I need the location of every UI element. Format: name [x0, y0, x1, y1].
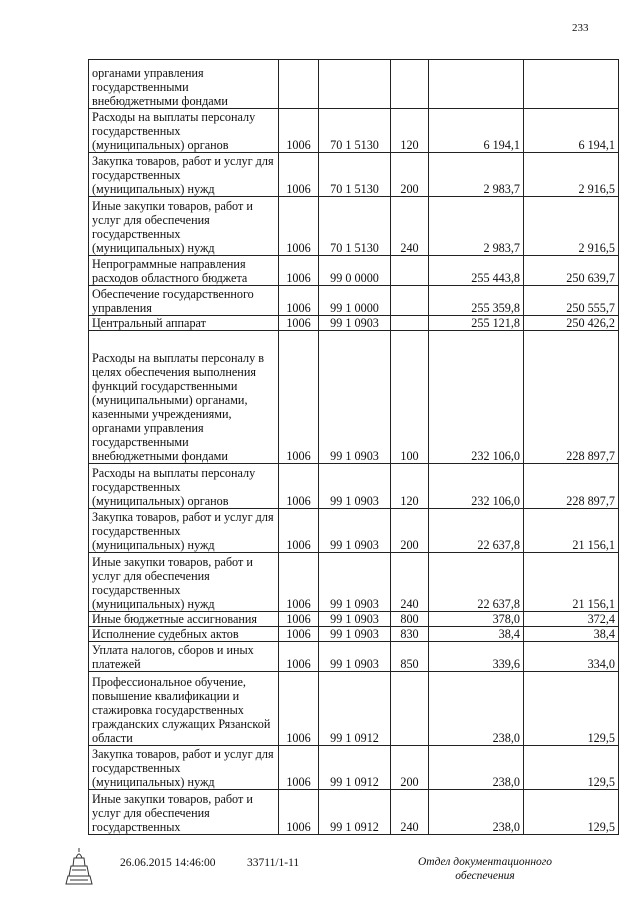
- row-amount-fact-cell: 228 897,7: [524, 464, 619, 509]
- row-section-cell: 1006: [279, 286, 319, 316]
- table-row: [89, 464, 619, 509]
- budget-table: [88, 59, 619, 835]
- row-name-cell: Закупка товаров, работ и услуг для государственных (муниципальных) нужд: [89, 746, 279, 790]
- row-name-cell: Обеспечение государственного управления: [89, 286, 279, 316]
- row-code-cell: 70 1 5130: [319, 153, 391, 197]
- row-name-cell: Закупка товаров, работ и услуг для государственных (муниципальных) нужд: [89, 153, 279, 197]
- row-section-cell: 1006: [279, 672, 319, 746]
- row-amount-fact-cell: 334,0: [524, 642, 619, 672]
- row-code-cell: 99 1 0000: [319, 286, 391, 316]
- row-code-cell: 99 1 0903: [319, 331, 391, 464]
- row-amount-fact-cell: 6 194,1: [524, 109, 619, 153]
- footer-doc-number: 33711/1-11: [247, 857, 300, 869]
- row-amount-plan-cell: 232 106,0: [429, 331, 524, 464]
- table-row: [89, 553, 619, 612]
- row-code-cell: 99 0 0000: [319, 256, 391, 286]
- row-amount-plan-cell: 22 637,8: [429, 553, 524, 612]
- row-amount-plan-cell: 38,4: [429, 627, 524, 642]
- row-section-cell: 1006: [279, 316, 319, 331]
- row-amount-fact-cell: 129,5: [524, 672, 619, 746]
- row-amount-fact-cell: 21 156,1: [524, 553, 619, 612]
- row-amount-plan-cell: [429, 60, 524, 109]
- row-amount-plan-cell: 238,0: [429, 746, 524, 790]
- row-code-cell: 99 1 0912: [319, 746, 391, 790]
- row-amount-fact-cell: 372,4: [524, 612, 619, 627]
- row-amount-plan-cell: 238,0: [429, 672, 524, 746]
- row-name-cell: органами управления государственными внебюджетными фондами: [89, 60, 279, 109]
- row-section-cell: 1006: [279, 153, 319, 197]
- row-section-cell: 1006: [279, 256, 319, 286]
- row-code-cell: 99 1 0903: [319, 316, 391, 331]
- row-name-cell: Иные закупки товаров, работ и услуг для обеспечения государственных: [89, 790, 279, 835]
- row-section-cell: 1006: [279, 642, 319, 672]
- row-code-cell: 99 1 0903: [319, 612, 391, 627]
- row-name-cell: Иные закупки товаров, работ и услуг для обеспечения государственных (муниципальных) нужд: [89, 197, 279, 256]
- row-kind-cell: 240: [391, 197, 429, 256]
- row-name-cell: Расходы на выплаты персоналу государственных (муниципальных) органов: [89, 464, 279, 509]
- row-code-cell: 70 1 5130: [319, 197, 391, 256]
- row-code-cell: 70 1 5130: [319, 109, 391, 153]
- page-number: 233: [572, 22, 589, 34]
- row-amount-fact-cell: 250 555,7: [524, 286, 619, 316]
- row-section-cell: 1006: [279, 109, 319, 153]
- footer-department: Отдел документационного обеспечения: [417, 856, 553, 882]
- row-amount-plan-cell: 232 106,0: [429, 464, 524, 509]
- row-kind-cell: [391, 256, 429, 286]
- row-name-cell: Расходы на выплаты персоналу государственных (муниципальных) органов: [89, 109, 279, 153]
- row-kind-cell: [391, 316, 429, 331]
- row-section-cell: 1006: [279, 612, 319, 627]
- row-name-cell: Центральный аппарат: [89, 316, 279, 331]
- row-kind-cell: 120: [391, 109, 429, 153]
- table-row: [89, 153, 619, 197]
- row-name-cell: Закупка товаров, работ и услуг для государственных (муниципальных) нужд: [89, 509, 279, 553]
- row-amount-plan-cell: 22 637,8: [429, 509, 524, 553]
- row-amount-fact-cell: 2 916,5: [524, 197, 619, 256]
- row-amount-plan-cell: 2 983,7: [429, 153, 524, 197]
- row-name-cell: Уплата налогов, сборов и иных платежей: [89, 642, 279, 672]
- row-kind-cell: 200: [391, 746, 429, 790]
- row-amount-fact-cell: 228 897,7: [524, 331, 619, 464]
- row-section-cell: 1006: [279, 746, 319, 790]
- row-kind-cell: 120: [391, 464, 429, 509]
- table-row: [89, 286, 619, 316]
- row-kind-cell: 200: [391, 153, 429, 197]
- row-code-cell: 99 1 0903: [319, 627, 391, 642]
- row-kind-cell: [391, 672, 429, 746]
- row-kind-cell: 800: [391, 612, 429, 627]
- row-code-cell: 99 1 0903: [319, 642, 391, 672]
- footer-datetime: 26.06.2015 14:46:00: [120, 857, 216, 869]
- row-section-cell: 1006: [279, 464, 319, 509]
- table-row: [89, 627, 619, 642]
- row-code-cell: 99 1 0912: [319, 790, 391, 835]
- table-row: [89, 509, 619, 553]
- row-name-cell: Исполнение судебных актов: [89, 627, 279, 642]
- row-code-cell: 99 1 0912: [319, 672, 391, 746]
- row-amount-plan-cell: 2 983,7: [429, 197, 524, 256]
- row-kind-cell: 200: [391, 509, 429, 553]
- row-kind-cell: [391, 60, 429, 109]
- table-row: [89, 60, 619, 109]
- row-name-cell: Профессиональное обучение, повышение квалификации и стажировка государственных гражданских служащих Рязанской области: [89, 672, 279, 746]
- table-row: [89, 642, 619, 672]
- table-row: [89, 790, 619, 835]
- table-row: [89, 197, 619, 256]
- row-code-cell: 99 1 0903: [319, 509, 391, 553]
- row-name-cell: Расходы на выплаты персоналу в целях обеспечения выполнения функций государственными (муниципальными) органами, казенными учреждениями, органами управления государственными внебюджетными фондами: [89, 331, 279, 464]
- row-code-cell: 99 1 0903: [319, 553, 391, 612]
- row-section-cell: 1006: [279, 331, 319, 464]
- row-section-cell: 1006: [279, 790, 319, 835]
- seal-logo-icon: [62, 846, 96, 886]
- row-amount-plan-cell: 339,6: [429, 642, 524, 672]
- row-kind-cell: 240: [391, 553, 429, 612]
- row-code-cell: [319, 60, 391, 109]
- row-name-cell: Иные бюджетные ассигнования: [89, 612, 279, 627]
- table-row: [89, 672, 619, 746]
- row-name-cell: Иные закупки товаров, работ и услуг для обеспечения государственных (муниципальных) нужд: [89, 553, 279, 612]
- row-name-cell: Непрограммные направления расходов областного бюджета: [89, 256, 279, 286]
- row-section-cell: 1006: [279, 509, 319, 553]
- row-section-cell: 1006: [279, 197, 319, 256]
- row-amount-plan-cell: 255 443,8: [429, 256, 524, 286]
- row-section-cell: 1006: [279, 627, 319, 642]
- row-amount-fact-cell: 2 916,5: [524, 153, 619, 197]
- table-row: [89, 316, 619, 331]
- table-row: [89, 256, 619, 286]
- row-amount-fact-cell: 129,5: [524, 746, 619, 790]
- table-row: [89, 109, 619, 153]
- row-amount-plan-cell: 255 359,8: [429, 286, 524, 316]
- row-section-cell: [279, 60, 319, 109]
- row-amount-fact-cell: 21 156,1: [524, 509, 619, 553]
- row-kind-cell: 240: [391, 790, 429, 835]
- row-amount-fact-cell: 250 426,2: [524, 316, 619, 331]
- row-kind-cell: 830: [391, 627, 429, 642]
- table-row: [89, 746, 619, 790]
- row-amount-plan-cell: 255 121,8: [429, 316, 524, 331]
- row-amount-fact-cell: 129,5: [524, 790, 619, 835]
- row-amount-fact-cell: 250 639,7: [524, 256, 619, 286]
- table-row: [89, 331, 619, 464]
- row-kind-cell: 100: [391, 331, 429, 464]
- row-amount-plan-cell: 238,0: [429, 790, 524, 835]
- row-amount-fact-cell: [524, 60, 619, 109]
- row-amount-fact-cell: 38,4: [524, 627, 619, 642]
- row-section-cell: 1006: [279, 553, 319, 612]
- row-kind-cell: [391, 286, 429, 316]
- table-row: [89, 612, 619, 627]
- row-kind-cell: 850: [391, 642, 429, 672]
- row-code-cell: 99 1 0903: [319, 464, 391, 509]
- row-amount-plan-cell: 378,0: [429, 612, 524, 627]
- row-amount-plan-cell: 6 194,1: [429, 109, 524, 153]
